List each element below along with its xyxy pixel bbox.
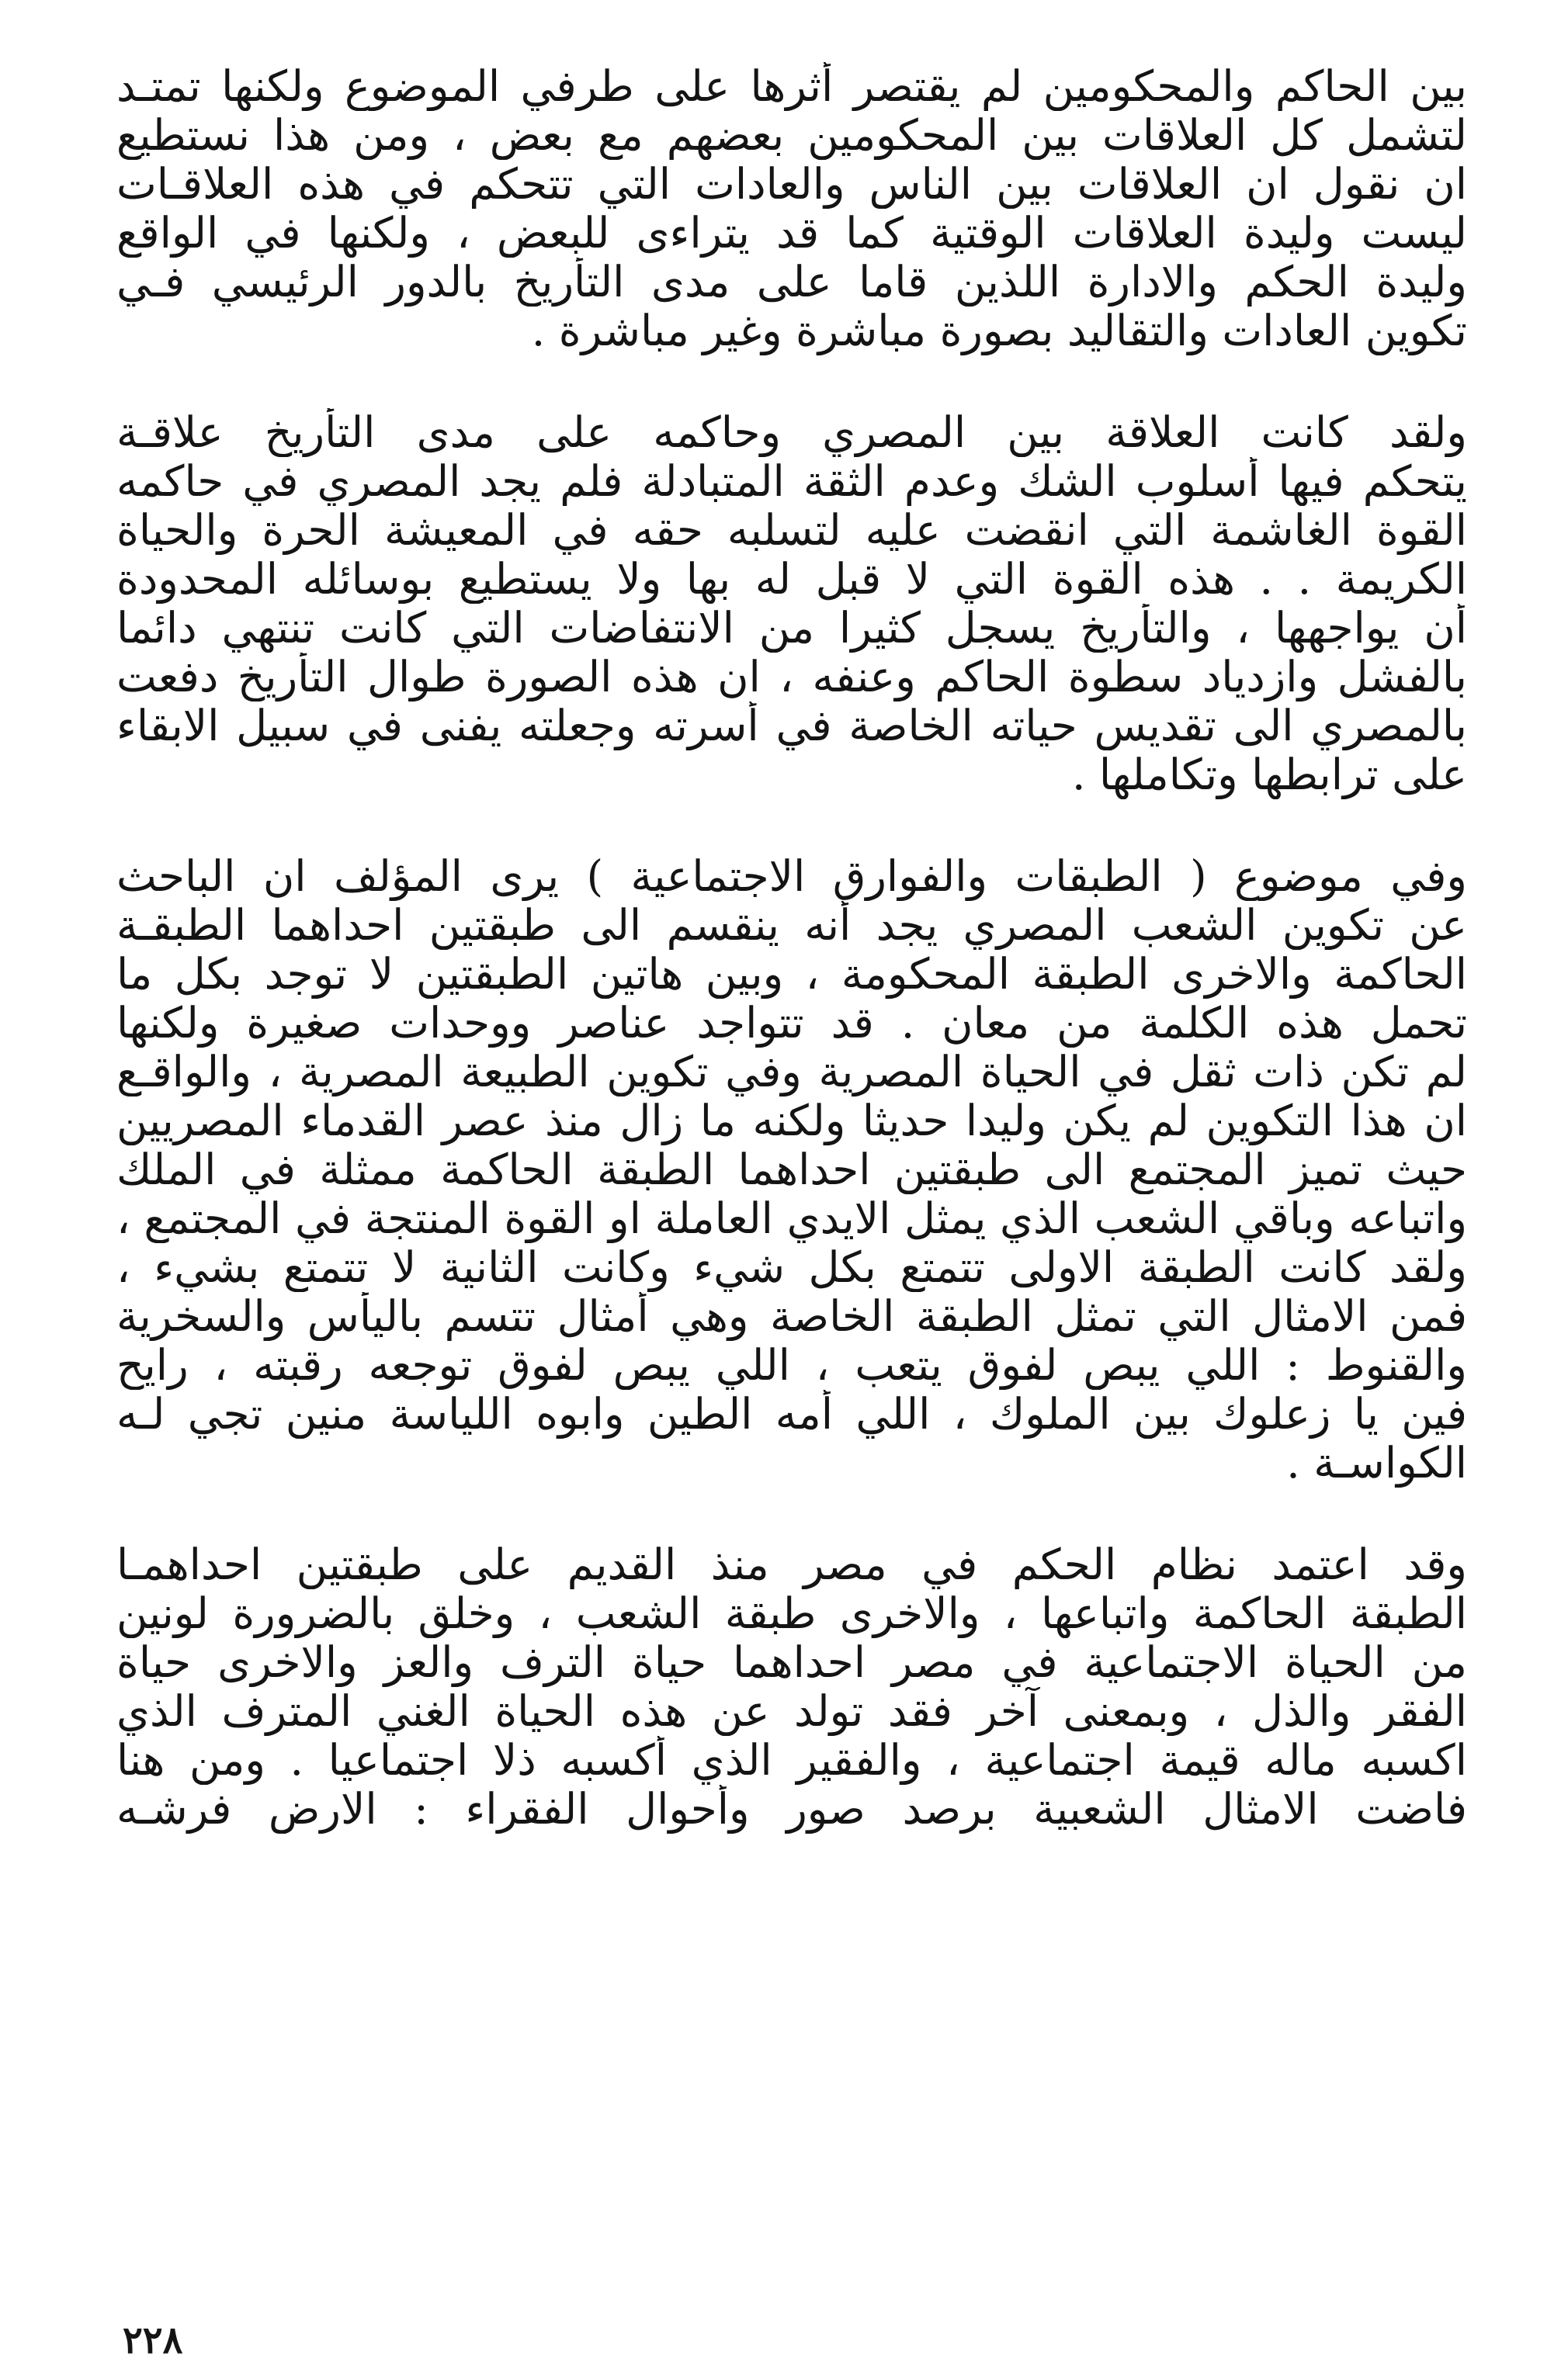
text-line: على ترابطها وتكاملها . [1071, 750, 1467, 799]
text-line: الحاكمة والاخرى الطبقة المحكومة ، وبين هاتين الطبقتين لا توجد بكل ما [116, 950, 1467, 999]
text-line: ولقد كانت الطبقة الاولى تتمتع بكل شيء وكانت الثانية لا تتمتع بشيء ، [116, 1243, 1467, 1292]
text-line: بالمصري الى تقديس حياته الخاصة في أسرته وجعلته يفنى في سبيل الابقاء [116, 702, 1467, 750]
text-line: يتحكم فيها أسلوب الشك وعدم الثقة المتبادلة فلم يجد المصري في حاكمه [116, 457, 1467, 506]
text-line: الفقر والذل ، وبمعنى آخر فقد تولد عن هذه الحياة الغني المترف الذي [116, 1687, 1467, 1736]
text-line: وفي موضوع ( الطبقات والفوارق الاجتماعية ) يرى المؤلف ان الباحث [116, 852, 1467, 901]
text-line: من الحياة الاجتماعية في مصر احداهما حياة الترف والعز والاخرى حياة [116, 1638, 1467, 1687]
paragraph-4 [116, 1540, 1467, 1834]
text-line: حيث تميز المجتمع الى طبقتين احداهما الطبقة الحاكمة ممثلة في الملك [116, 1145, 1467, 1194]
page-number: ٢٢٨ [123, 2319, 183, 2362]
text-line: ان نقول ان العلاقات بين الناس والعادات التي تتحكم في هذه العلاقـات [116, 160, 1467, 209]
text-line: وليدة الحكم والادارة اللذين قاما على مدى التأريخ بالدور الرئيسي فـي [116, 258, 1467, 307]
text-line: لتشمل كل العلاقات بين المحكومين بعضهم مع بعض ، ومن هذا نستطيع [116, 111, 1467, 160]
text-line: الكواسـة . [1286, 1439, 1467, 1488]
text-line: عن تكوين الشعب المصري يجد أنه ينقسم الى طبقتين احداهما الطبقـة [116, 901, 1467, 950]
paragraph-1 [116, 62, 1467, 355]
text-line: وقد اعتمد نظام الحكم في مصر منذ القديم على طبقتين احداهمـا [116, 1540, 1467, 1589]
text-line: ان هذا التكوين لم يكن وليدا حديثا ولكنه ما زال منذ عصر القدماء المصريين [116, 1096, 1467, 1145]
text-line: لم تكن ذات ثقل في الحياة المصرية وفي تكوين الطبيعة المصرية ، والواقـع [116, 1048, 1467, 1096]
text-line: تكوين العادات والتقاليد بصورة مباشرة وغير مباشرة . [531, 307, 1467, 355]
text-line: والقنوط : اللي يبص لفوق يتعب ، اللي يبص لفوق توجعه رقبته ، رايح [116, 1341, 1467, 1390]
text-line: فاضت الامثال الشعبية برصد صور وأحوال الفقراء : الارض فرشـه [116, 1785, 1467, 1834]
text-line: اكسبه ماله قيمة اجتماعية ، والفقير الذي أكسبه ذلا اجتماعيا . ومن هنا [116, 1736, 1467, 1785]
text-line: أن يواجهها ، والتأريخ يسجل كثيرا من الانتفاضات التي كانت تنتهي دائما [116, 604, 1467, 653]
text-line: بين الحاكم والمحكومين لم يقتصر أثرها على طرفي الموضوع ولكنها تمتـد [116, 62, 1467, 111]
paragraph-2 [116, 408, 1467, 799]
text-line: القوة الغاشمة التي انقضت عليه لتسلبه حقه في المعيشة الحرة والحياة [116, 506, 1467, 555]
text-line: الكريمة . . هذه القوة التي لا قبل له بها ولا يستطيع بوسائله المحدودة [116, 555, 1467, 604]
text-line: فين يا زعلوك بين الملوك ، اللي أمه الطين وابوه اللياسة منين تجي لـه [116, 1390, 1467, 1439]
text-line: تحمل هذه الكلمة من معان . قد تتواجد عناصر ووحدات صغيرة ولكنها [116, 999, 1467, 1048]
book-page [116, 62, 1467, 2359]
paragraph-3 [116, 852, 1467, 1488]
text-line: ولقد كانت العلاقة بين المصري وحاكمه على مدى التأريخ علاقـة [116, 408, 1467, 457]
text-line: بالفشل وازدياد سطوة الحاكم وعنفه ، ان هذه الصورة طوال التأريخ دفعت [116, 653, 1467, 702]
text-line: الطبقة الحاكمة واتباعها ، والاخرى طبقة الشعب ، وخلق بالضرورة لونين [116, 1589, 1467, 1638]
text-line: واتباعه وباقي الشعب الذي يمثل الايدي العاملة او القوة المنتجة في المجتمع ، [116, 1194, 1467, 1243]
text-line: فمن الامثال التي تمثل الطبقة الخاصة وهي أمثال تتسم باليأس والسخرية [116, 1292, 1467, 1341]
text-line: ليست وليدة العلاقات الوقتية كما قد يتراءى للبعض ، ولكنها في الواقع [116, 209, 1467, 258]
